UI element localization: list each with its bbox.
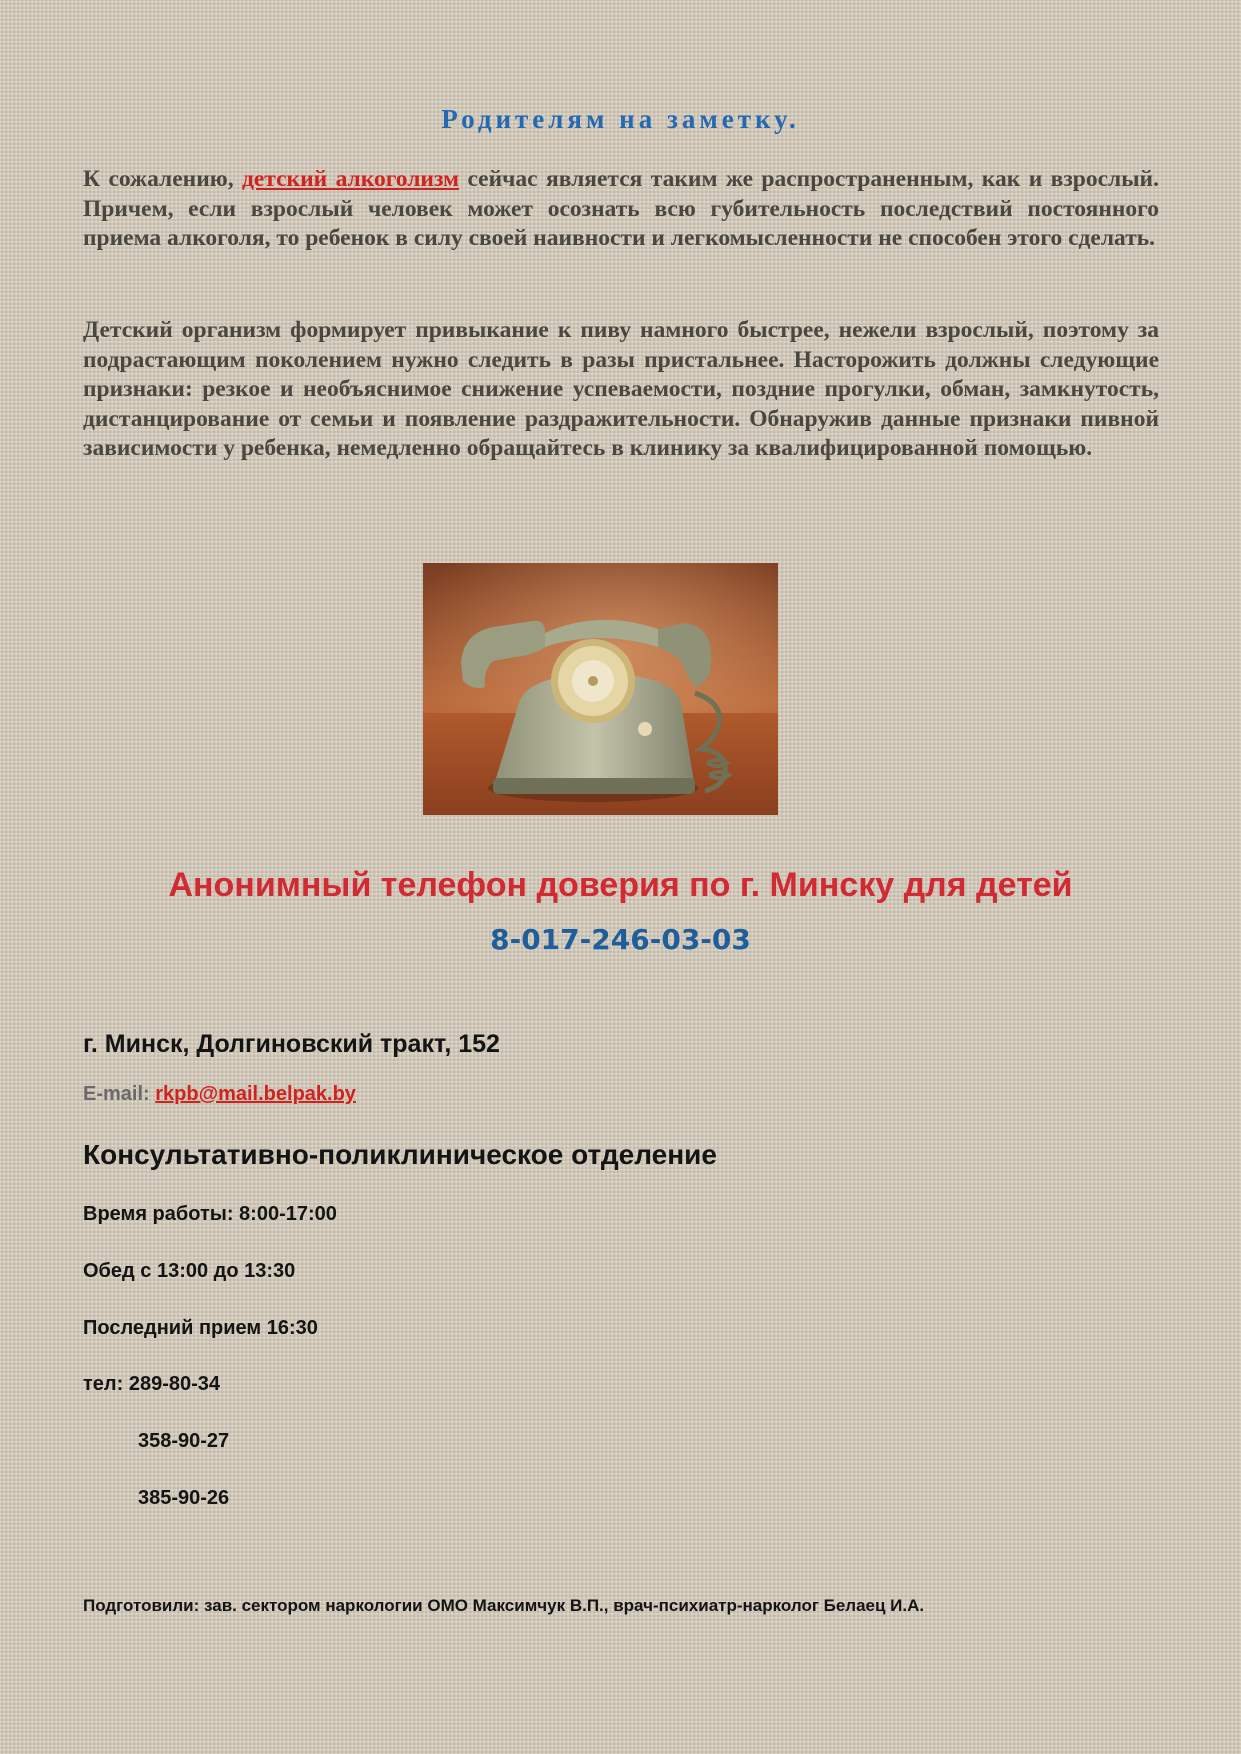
page-title: Родителям на заметку.	[441, 104, 800, 134]
credits: Подготовили: зав. сектором наркологии ОМО Максимчук В.П., врач-психиатр-нарколог Белаец И.А.	[83, 1596, 925, 1615]
intro-text-end: сейчас является таким же распространенным, как и взрослый. Причем, если взрослый человек может осознать всю губительность последствий постоянного приема алкоголя, то ребенок в силу своей наивности и легкомысленности не способен этого сделать.	[83, 166, 1159, 251]
working-hours: Время работы: 8:00-17:00	[83, 1203, 337, 1225]
signs-paragraph: Детский организм формирует привыкание к пиву намного быстрее, нежели взрослый, поэтому за подрастающим поколением нужно следить в разы пристальнее. Насторожить должны следующие признаки: резкое и необъяснимое снижение успеваемости, поздние прогулки, обман, замкнутость, дистанцирование от семьи и появление раздражительности. Обнаружив данные признаки пивной зависимости у ребенка, немедленно обращайтесь в клинику за квалифицированной помощью.	[83, 317, 1159, 461]
hotline-phone[interactable]: 8-017-246-03-03	[490, 923, 751, 956]
email-link[interactable]: rkpb@mail.belpak.by	[155, 1083, 356, 1105]
phone-3: 385-90-26	[138, 1487, 230, 1509]
intro-text-start: К сожалению,	[83, 166, 242, 192]
child-alcoholism-link[interactable]: детский алкоголизм	[241, 166, 460, 192]
last-appointment: Последний прием 16:30	[83, 1317, 318, 1339]
email-line	[83, 1083, 356, 1106]
hotline-title: Анонимный телефон доверия по г. Минску для детей	[168, 866, 1073, 904]
address: г. Минск, Долгиновский тракт, 152	[83, 1030, 500, 1058]
intro-paragraph	[83, 165, 1159, 254]
department-heading: Консультативно-поликлиническое отделение	[83, 1139, 717, 1170]
phone-1: тел: 289-80-34	[83, 1373, 221, 1395]
email-label: E-mail:	[83, 1083, 156, 1105]
telephone-photo	[423, 563, 778, 815]
lunch-break: Обед с 13:00 до 13:30	[83, 1260, 296, 1282]
phone-2: 358-90-27	[138, 1430, 230, 1452]
